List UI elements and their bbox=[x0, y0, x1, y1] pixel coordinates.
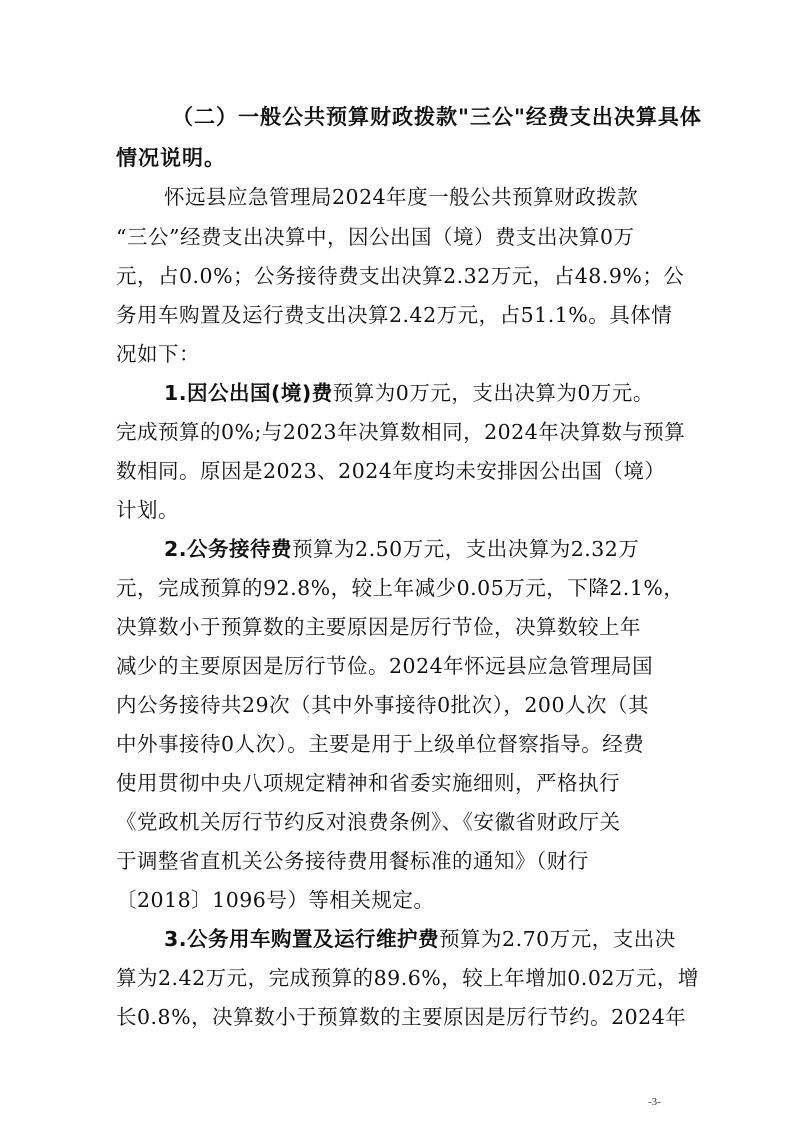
item2-line: 《党政机关厉行节约反对浪费条例》、《安徽省财政厅关 bbox=[116, 810, 621, 834]
summary-line: 元，占0.0%；公务接待费支出决算2.32万元，占48.9%；公 bbox=[116, 264, 685, 288]
item1-line: 数相同。原因是2023、2024年度均未安排因公出国（境） bbox=[116, 459, 666, 483]
item2-line: 决算数小于预算数的主要原因是厉行节俭，决算数较上年 bbox=[116, 615, 641, 639]
item2-line: 使用贯彻中央八项规定精神和省委实施细则，严格执行 bbox=[116, 771, 620, 795]
item3-text: 预算为2.70万元，支出决 bbox=[439, 927, 676, 951]
item1-line: 计划。 bbox=[116, 498, 179, 522]
item1-first-line bbox=[164, 380, 654, 406]
item1-text: 预算为0万元，支出决算为0万元。 bbox=[332, 381, 654, 405]
item3-first-line bbox=[164, 926, 676, 952]
item2-line: 内公务接待共29次（其中外事接待0批次），200人次（其 bbox=[116, 693, 650, 717]
item2-text: 预算为2.50万元，支出决算为2.32万 bbox=[292, 537, 640, 561]
item2-line: 减少的主要原因是厉行节俭。2024年怀远县应急管理局国 bbox=[116, 654, 654, 678]
item3-line: 算为2.42万元，完成预算的89.6%，较上年增加0.02万元，增 bbox=[116, 966, 699, 990]
item2-label: 2.公务接待费 bbox=[164, 537, 293, 561]
item3-line: 长0.8%，决算数小于预算数的主要原因是厉行节约。2024年 bbox=[116, 1005, 687, 1029]
item2-first-line bbox=[164, 536, 639, 562]
item2-line: 元，完成预算的92.8%，较上年减少0.05万元，下降2.1%， bbox=[116, 576, 685, 600]
summary-line: 况如下： bbox=[116, 342, 200, 366]
summary-line: 怀远县应急管理局2024年度一般公共预算财政拨款 bbox=[164, 185, 639, 209]
page-number: -3- bbox=[648, 1096, 661, 1108]
item1-line: 完成预算的0%;与2023年决算数相同，2024年决算数与预算 bbox=[116, 420, 686, 444]
item2-line: 〔2018〕1096号）等相关规定。 bbox=[116, 888, 435, 912]
item1-label: 1.因公出国(境)费 bbox=[164, 381, 333, 405]
item3-label: 3.公务用车购置及运行维护费 bbox=[164, 927, 440, 951]
section-heading-line-2: 情况说明。 bbox=[116, 146, 226, 170]
item2-line: 中外事接待0人次）。主要是用于上级单位督察指导。经费 bbox=[116, 732, 645, 756]
summary-line: “三公”经费支出决算中，因公出国（境）费支出决算0万 bbox=[116, 225, 635, 249]
item2-line: 于调整省直机关公务接待费用餐标准的通知》（财行 bbox=[116, 849, 589, 873]
summary-line: 务用车购置及运行费支出决算2.42万元，占51.1%。具体情 bbox=[116, 303, 673, 327]
section-heading-line-1: （二）一般公共预算财政拨款"三公"经费支出决算具体 bbox=[172, 105, 702, 129]
